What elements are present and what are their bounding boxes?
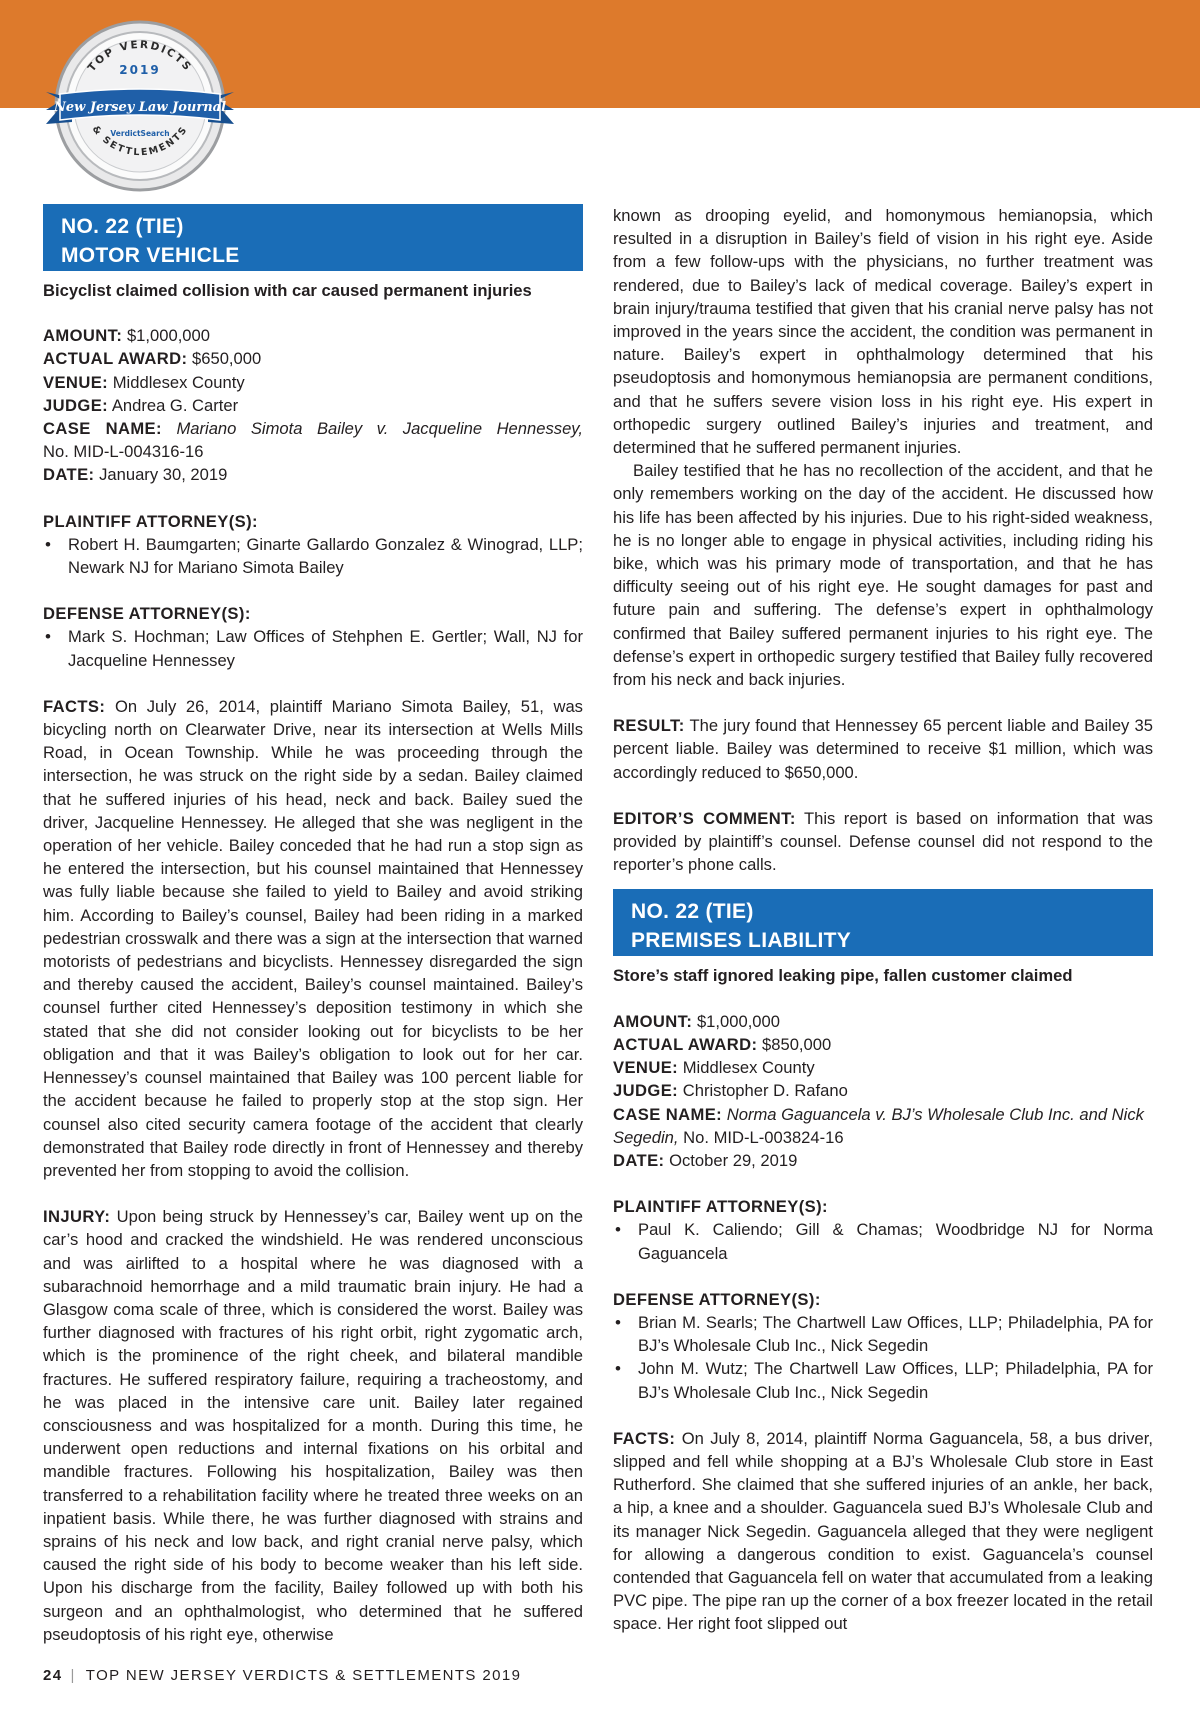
case2-award: ACTUAL AWARD: $850,000: [613, 1034, 832, 1054]
case1-editor-comment: EDITOR’S COMMENT: This report is based on information that was provided by plaintiff’s counsel. Defense counsel did not respond to the reporter’s phone calls.: [613, 808, 1153, 875]
case1-plaintiff-label: PLAINTIFF ATTORNEY(S):: [43, 511, 258, 531]
case1-facts: FACTS: On July 26, 2014, plaintiff Mariano Simota Bailey, 51, was bicycling north on Clearwater Drive, near its intersection at Wells Mills Road, in Ocean Township. While he was proceeding through the intersection, he was struck on the right side by a sedan. Bailey claimed that he suffered injuries of his head, neck and back. Bailey sued the driver, Jacqueline Hennessey. He alleged that she was negligent in the operation of her vehicle. Bailey conceded that he had run a stop sign as he entered the intersection, but his counsel maintained that Hennessey was fully liable because she failed to yield to Bailey and avoid striking him. According to Bailey’s counsel, Bailey had been riding in a marked pedestrian crosswalk and there was a sign at the intersection that warned motorists of pedestrians and bicyclists. Hennessey disregarded the sign and thereby caused the accident, Bailey’s counsel maintained. Bailey’s counsel further cited Hennessey’s deposition testimony in which she stated that she did not consider looking out for bicyclists to be her obligation and that it was Bailey’s obligation to look out for her car. Hennessey’s counsel maintained that Bailey was 100 percent liable for the accident because he failed to properly stop at the stop sign. Her counsel also cited security camera footage of the accident that clearly demonstrated that Bailey rode directly in front of Hennessey and thereby prevented her from stopping to avoid the collision.: [43, 696, 583, 1180]
case1-subhead: Bicyclist claimed collision with car caused permanent injuries: [43, 281, 532, 300]
case2-plaintiff-attorney: • Paul K. Caliendo; Gill & Chamas; Woodbridge NJ for Norma Gaguancela: [613, 1218, 1153, 1264]
case2-venue: VENUE: Middlesex County: [613, 1058, 815, 1078]
left-column: [43, 204, 583, 1646]
case1-award: ACTUAL AWARD: $650,000: [43, 349, 262, 369]
badge-top-text: TOP VERDICTS: [85, 38, 195, 75]
publication-title: TOP NEW JERSEY VERDICTS & SETTLEMENTS 2019: [85, 1667, 522, 1684]
case1-injury-continued-2: Bailey testified that he has no recollection of the accident, and that he only remembers working on the day of the accident. He discussed how his life has been affected by his injuries. Due to his right-sided weakness, he is no longer able to engage in physical activities, including riding his bike, which was his primary mode of transportation, and that he has difficulty seeing out of his right eye. He sought damages for past and future pain and suffering. The defense’s expert in ophthalmology confirmed that Bailey suffered permanent injuries to his right eye. The defense’s expert in orthopedic surgery testified that Bailey fully recovered from his neck and back injuries.: [613, 461, 1153, 690]
case1-date: DATE: January 30, 2019: [43, 465, 228, 485]
case1-header: [43, 204, 583, 271]
case1-plaintiff-attorney: • Robert H. Baumgarten; Ginarte Gallardo Gonzalez & Winograd, LLP; Newark NJ for Mariano Simota Bailey: [43, 533, 583, 579]
case2-subhead: Store’s staff ignored leaking pipe, fallen customer claimed: [613, 966, 1073, 986]
case1-venue: VENUE: Middlesex County: [43, 372, 245, 392]
badge-bottom-text: & SETTLEMENTS: [89, 123, 191, 159]
case1-judge: JUDGE: Andrea G. Carter: [43, 395, 239, 415]
page-number: 24: [43, 1667, 63, 1684]
page-footer: [43, 1667, 521, 1684]
case2-date: DATE: October 29, 2019: [613, 1150, 798, 1170]
case1-defense-label: DEFENSE ATTORNEY(S):: [43, 604, 251, 624]
case2-rank: NO. 22 (TIE): [631, 900, 754, 924]
case1-case-name: CASE NAME: Mariano Simota Bailey v. Jacqueline Hennessey,: [43, 419, 583, 439]
case1-category: MOTOR VEHICLE: [61, 244, 240, 267]
footer-separator: |: [70, 1667, 76, 1684]
case2-defense-attorney-2: • John M. Wutz; The Chartwell Law Offices, LLP; Philadelphia, PA for BJ’s Wholesale Club Inc., Nick Segedin: [613, 1357, 1153, 1403]
case1-rank: NO. 22 (TIE): [61, 215, 184, 238]
right-column: [613, 204, 1153, 1636]
case2-plaintiff-label: PLAINTIFF ATTORNEY(S):: [613, 1197, 828, 1217]
case2-defense-attorney-1: • Brian M. Searls; The Chartwell Law Offices, LLP; Philadelphia, PA for BJ’s Wholesale Club Inc., Nick Segedin: [613, 1311, 1153, 1357]
case2-facts: FACTS: On July 8, 2014, plaintiff Norma Gaguancela, 58, a bus driver, slipped and fell while shopping at a BJ’s Wholesale Club store in East Rutherford. She claimed that she suffered injuries of an ankle, her back, a hip, a knee and a shoulder. Gaguancela sued BJ’s Wholesale Club and its manager Nick Segedin. Gaguancela alleged that they were negligent for allowing a dangerous condition to exist. Gaguancela’s counsel contended that Gaguancela fell on water that accumulated from a leaking PVC pipe. The pipe ran up the corner of a box freezer located in the retail space. Her right foot slipped out: [613, 1428, 1153, 1634]
badge-sub-text: VerdictSearch: [110, 129, 170, 138]
case1-injury: INJURY: Upon being struck by Hennessey’s car, Bailey went up on the car’s hood and cracked the windshield. He was rendered unconscious and was airlifted to a hospital where he was diagnosed with a subarachnoid hemorrhage and a mild traumatic brain injury. He had a Glasgow coma scale of three, which is considered the worst. Bailey was further diagnosed with fractures of his right orbit, right zygomatic arch, which is the prominence of the right cheek, and bilateral mandible fractures. He suffered respiratory failure, requiring a tracheostomy, and he was placed in the intensive care unit. Bailey later regained consciousness and was hospitalized for a month. During this time, he underwent open reductions and internal fixations on his orbital and mandible fractures. Following his hospitalization, Bailey was then transferred to a rehabilitation facility where he treated three weeks on an inpatient basis. While there, he was further diagnosed with strains and sprains of his neck and low back, and right cranial nerve palsy, which caused the right side of his body to become weaker than his left side. Upon his discharge from the facility, Bailey followed up with both his surgeon and an ophthalmologist, who determined that he suffered pseudoptosis of his right eye, otherwise: [43, 1207, 583, 1644]
case1-amount: AMOUNT: $1,000,000: [43, 326, 210, 346]
case2-judge: JUDGE: Christopher D. Rafano: [613, 1081, 848, 1101]
case1-defense-attorney: • Mark S. Hochman; Law Offices of Stehphen E. Gertler; Wall, NJ for Jacqueline Hennessey: [43, 625, 583, 671]
case1-case-number: No. MID-L-004316-16: [43, 442, 204, 462]
case2-defense-label: DEFENSE ATTORNEY(S):: [613, 1289, 821, 1309]
badge-ribbon-text: New Jersey Law Journal: [53, 100, 227, 115]
case2-category: PREMISES LIABILITY: [631, 929, 852, 953]
case2-header: [613, 889, 1153, 956]
case2-amount: AMOUNT: $1,000,000: [613, 1011, 780, 1031]
badge-year: 2019: [119, 63, 161, 77]
verdicts-badge-logo: [42, 14, 238, 198]
case2-case-name: CASE NAME: Norma Gaguancela v. BJ’s Wholesale Club Inc. and Nick Segedin, No. MID-L-003824-16: [613, 1104, 1144, 1147]
case1-injury-continued: known as drooping eyelid, and homonymous hemianopsia, which resulted in a disruption in Bailey’s field of vision in his right eye. Aside from a few follow-ups with the physicians, no further treatment was rendered, due to Bailey’s lack of medical coverage. Bailey’s expert in brain injury/trauma testified that given that his cranial nerve palsy has not improved in the years since the accident, the condition was permanent in nature. Bailey’s expert in ophthalmology determined that his pseudoptosis and homonymous hemianopsia are permanent conditions, and that he suffers severe vision loss in his right eye. His expert in orthopedic surgery outlined Bailey’s injuries and treatment, and determined that he suffered permanent injuries.: [613, 206, 1153, 458]
case1-result: RESULT: The jury found that Hennessey 65 percent liable and Bailey 35 percent liable. Bailey was determined to receive $1 million, which was accordingly reduced to $650,000.: [613, 716, 1153, 782]
